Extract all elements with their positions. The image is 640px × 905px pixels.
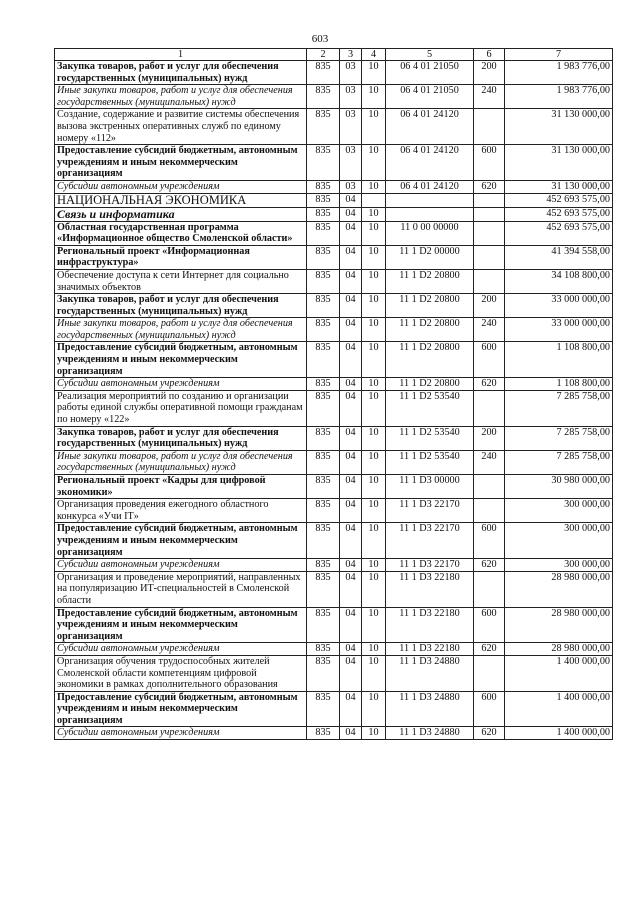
row-amount: 1 983 776,00	[505, 61, 613, 85]
row-target-article: 11 1 D2 00000	[386, 245, 474, 269]
row-subsection-code: 10	[362, 109, 386, 145]
row-amount: 28 980 000,00	[505, 571, 613, 607]
row-section-code: 03	[340, 145, 362, 181]
row-target-article: 11 1 D3 22180	[386, 571, 474, 607]
row-section-code: 03	[340, 85, 362, 109]
row-name: Предоставление субсидий бюджетным, автономным учреждениям и иным некоммерческим организациям	[55, 342, 307, 378]
row-subsection-code: 10	[362, 643, 386, 656]
budget-table	[54, 48, 613, 740]
row-section-code: 04	[340, 655, 362, 691]
header-col-7: 7	[505, 49, 613, 61]
row-name: Иные закупки товаров, работ и услуг для обеспечения государственных (муниципальных) нужд	[55, 450, 307, 474]
table-row	[55, 85, 613, 109]
row-name: Обеспечение доступа к сети Интернет для социально значимых объектов	[55, 269, 307, 293]
row-expense-type	[474, 655, 505, 691]
row-ministry-code: 835	[307, 61, 340, 85]
row-amount: 1 400 000,00	[505, 655, 613, 691]
row-expense-type: 200	[474, 426, 505, 450]
row-target-article: 11 1 D2 53540	[386, 390, 474, 426]
table-row	[55, 221, 613, 245]
row-expense-type	[474, 499, 505, 523]
row-amount: 452 693 575,00	[505, 193, 613, 207]
row-section-code: 04	[340, 475, 362, 499]
table-row	[55, 499, 613, 523]
row-target-article: 11 1 D3 24880	[386, 655, 474, 691]
table-row	[55, 294, 613, 318]
row-amount: 31 130 000,00	[505, 145, 613, 181]
row-expense-type: 200	[474, 294, 505, 318]
row-subsection-code: 10	[362, 475, 386, 499]
row-ministry-code: 835	[307, 85, 340, 109]
row-ministry-code: 835	[307, 180, 340, 193]
header-col-5: 5	[386, 49, 474, 61]
row-expense-type: 240	[474, 318, 505, 342]
row-section-code: 03	[340, 180, 362, 193]
row-name: Организация проведения ежегодного областного конкурса «Учи IT»	[55, 499, 307, 523]
row-ministry-code: 835	[307, 378, 340, 391]
row-name: Предоставление субсидий бюджетным, автономным учреждениям и иным некоммерческим организациям	[55, 691, 307, 727]
row-subsection-code: 10	[362, 85, 386, 109]
row-section-code: 04	[340, 523, 362, 559]
row-ministry-code: 835	[307, 342, 340, 378]
row-expense-type	[474, 475, 505, 499]
row-section-code: 04	[340, 450, 362, 474]
row-expense-type: 200	[474, 61, 505, 85]
row-amount: 7 285 758,00	[505, 390, 613, 426]
row-section-code: 04	[340, 245, 362, 269]
row-name: Областная государственная программа «Информационное общество Смоленской области»	[55, 221, 307, 245]
row-subsection-code: 10	[362, 655, 386, 691]
table-row	[55, 207, 613, 221]
row-expense-type: 620	[474, 180, 505, 193]
table-row	[55, 390, 613, 426]
row-section-code: 04	[340, 221, 362, 245]
row-section-code: 04	[340, 294, 362, 318]
row-amount: 33 000 000,00	[505, 294, 613, 318]
row-ministry-code: 835	[307, 109, 340, 145]
row-name: Связь и информатика	[55, 207, 307, 221]
row-expense-type: 620	[474, 378, 505, 391]
row-target-article: 11 1 D3 22170	[386, 523, 474, 559]
row-expense-type: 240	[474, 450, 505, 474]
row-ministry-code: 835	[307, 207, 340, 221]
header-col-6: 6	[474, 49, 505, 61]
row-target-article	[386, 193, 474, 207]
table-row	[55, 607, 613, 643]
row-subsection-code: 10	[362, 61, 386, 85]
row-target-article: 11 1 D2 53540	[386, 450, 474, 474]
row-ministry-code: 835	[307, 318, 340, 342]
row-name: Субсидии автономным учреждениям	[55, 378, 307, 391]
row-ministry-code: 835	[307, 426, 340, 450]
row-subsection-code: 10	[362, 390, 386, 426]
table-row	[55, 193, 613, 207]
row-amount: 1 400 000,00	[505, 727, 613, 740]
row-target-article	[386, 207, 474, 221]
row-section-code: 04	[340, 318, 362, 342]
row-target-article: 06 4 01 21050	[386, 61, 474, 85]
row-section-code: 04	[340, 499, 362, 523]
row-ministry-code: 835	[307, 499, 340, 523]
row-expense-type	[474, 193, 505, 207]
row-expense-type	[474, 221, 505, 245]
row-amount: 1 108 800,00	[505, 342, 613, 378]
row-ministry-code: 835	[307, 221, 340, 245]
row-section-code: 04	[340, 390, 362, 426]
row-ministry-code: 835	[307, 475, 340, 499]
row-target-article: 11 1 D3 22170	[386, 559, 474, 572]
row-section-code: 04	[340, 269, 362, 293]
row-expense-type: 620	[474, 559, 505, 572]
row-target-article: 11 1 D3 24880	[386, 691, 474, 727]
row-subsection-code: 10	[362, 342, 386, 378]
table-body	[55, 61, 613, 740]
row-expense-type	[474, 207, 505, 221]
row-target-article: 11 1 D2 20800	[386, 318, 474, 342]
row-subsection-code: 10	[362, 559, 386, 572]
row-target-article: 06 4 01 21050	[386, 85, 474, 109]
row-section-code: 03	[340, 109, 362, 145]
row-target-article: 11 1 D2 20800	[386, 294, 474, 318]
header-row	[55, 49, 613, 61]
row-target-article: 11 1 D2 20800	[386, 269, 474, 293]
row-target-article: 06 4 01 24120	[386, 180, 474, 193]
row-section-code: 04	[340, 727, 362, 740]
table-row	[55, 691, 613, 727]
row-subsection-code: 10	[362, 207, 386, 221]
table-row	[55, 61, 613, 85]
row-amount: 34 108 800,00	[505, 269, 613, 293]
row-expense-type	[474, 390, 505, 426]
row-name: Реализация мероприятий по созданию и организации работы единой службы оперативной помощи гражданам по номеру «122»	[55, 390, 307, 426]
header-col-4: 4	[362, 49, 386, 61]
row-subsection-code: 10	[362, 221, 386, 245]
row-name: Субсидии автономным учреждениям	[55, 559, 307, 572]
row-expense-type	[474, 269, 505, 293]
row-target-article: 11 1 D3 22180	[386, 607, 474, 643]
table-row	[55, 245, 613, 269]
table-row	[55, 180, 613, 193]
table-row	[55, 378, 613, 391]
table-row	[55, 571, 613, 607]
row-target-article: 11 1 D3 22170	[386, 499, 474, 523]
row-name: Предоставление субсидий бюджетным, автономным учреждениям и иным некоммерческим организациям	[55, 145, 307, 181]
row-ministry-code: 835	[307, 643, 340, 656]
table-row	[55, 145, 613, 181]
row-section-code: 04	[340, 207, 362, 221]
row-subsection-code: 10	[362, 691, 386, 727]
row-section-code: 04	[340, 643, 362, 656]
row-ministry-code: 835	[307, 559, 340, 572]
row-target-article: 11 1 D2 20800	[386, 342, 474, 378]
row-subsection-code	[362, 193, 386, 207]
row-name: Предоставление субсидий бюджетным, автономным учреждениям и иным некоммерческим организациям	[55, 607, 307, 643]
row-name: Субсидии автономным учреждениям	[55, 727, 307, 740]
row-section-code: 04	[340, 193, 362, 207]
row-expense-type: 240	[474, 85, 505, 109]
row-subsection-code: 10	[362, 269, 386, 293]
row-ministry-code: 835	[307, 245, 340, 269]
row-target-article: 11 1 D3 22180	[386, 643, 474, 656]
row-name: НАЦИОНАЛЬНАЯ ЭКОНОМИКА	[55, 193, 307, 207]
row-name: Предоставление субсидий бюджетным, автономным учреждениям и иным некоммерческим организациям	[55, 523, 307, 559]
page-number: 603	[311, 33, 329, 45]
row-amount: 300 000,00	[505, 499, 613, 523]
row-subsection-code: 10	[362, 145, 386, 181]
row-subsection-code: 10	[362, 499, 386, 523]
row-amount: 31 130 000,00	[505, 109, 613, 145]
row-expense-type: 600	[474, 607, 505, 643]
table-row	[55, 109, 613, 145]
row-ministry-code: 835	[307, 193, 340, 207]
row-name: Организация и проведение мероприятий, направленных на популяризацию ИТ-специальностей в Смоленской области	[55, 571, 307, 607]
table-row	[55, 643, 613, 656]
table-row	[55, 655, 613, 691]
row-ministry-code: 835	[307, 145, 340, 181]
row-expense-type: 600	[474, 691, 505, 727]
row-expense-type: 600	[474, 523, 505, 559]
table-row	[55, 426, 613, 450]
row-ministry-code: 835	[307, 390, 340, 426]
table-row	[55, 727, 613, 740]
row-ministry-code: 835	[307, 269, 340, 293]
row-expense-type: 620	[474, 727, 505, 740]
row-name: Организация обучения трудоспособных жителей Смоленской области компетенциям цифровой экономики в рамках дополнительного образования	[55, 655, 307, 691]
row-subsection-code: 10	[362, 426, 386, 450]
row-name: Создание, содержание и развитие системы обеспечения вызова экстренных оперативных служб по единому номеру «112»	[55, 109, 307, 145]
row-amount: 7 285 758,00	[505, 426, 613, 450]
row-expense-type	[474, 245, 505, 269]
row-amount: 30 980 000,00	[505, 475, 613, 499]
row-target-article: 11 1 D3 00000	[386, 475, 474, 499]
table-row	[55, 269, 613, 293]
row-name: Субсидии автономным учреждениям	[55, 180, 307, 193]
row-ministry-code: 835	[307, 655, 340, 691]
row-amount: 300 000,00	[505, 523, 613, 559]
header-col-1: 1	[55, 49, 307, 61]
row-expense-type	[474, 109, 505, 145]
header-col-3: 3	[340, 49, 362, 61]
row-subsection-code: 10	[362, 245, 386, 269]
row-subsection-code: 10	[362, 318, 386, 342]
row-section-code: 04	[340, 571, 362, 607]
row-name: Закупка товаров, работ и услуг для обеспечения государственных (муниципальных) нужд	[55, 426, 307, 450]
row-section-code: 04	[340, 691, 362, 727]
row-ministry-code: 835	[307, 727, 340, 740]
row-subsection-code: 10	[362, 607, 386, 643]
row-name: Иные закупки товаров, работ и услуг для обеспечения государственных (муниципальных) нужд	[55, 85, 307, 109]
row-section-code: 04	[340, 426, 362, 450]
row-target-article: 11 1 D2 53540	[386, 426, 474, 450]
row-amount: 452 693 575,00	[505, 221, 613, 245]
row-subsection-code: 10	[362, 727, 386, 740]
row-amount: 1 108 800,00	[505, 378, 613, 391]
row-expense-type: 620	[474, 643, 505, 656]
row-section-code: 04	[340, 559, 362, 572]
row-target-article: 11 0 00 00000	[386, 221, 474, 245]
row-name: Субсидии автономным учреждениям	[55, 643, 307, 656]
row-name: Иные закупки товаров, работ и услуг для обеспечения государственных (муниципальных) нужд	[55, 318, 307, 342]
table-row	[55, 342, 613, 378]
row-name: Региональный проект «Кадры для цифровой экономики»	[55, 475, 307, 499]
row-amount: 1 983 776,00	[505, 85, 613, 109]
row-subsection-code: 10	[362, 378, 386, 391]
row-name: Закупка товаров, работ и услуг для обеспечения государственных (муниципальных) нужд	[55, 61, 307, 85]
row-amount: 1 400 000,00	[505, 691, 613, 727]
row-amount: 28 980 000,00	[505, 607, 613, 643]
row-subsection-code: 10	[362, 294, 386, 318]
row-subsection-code: 10	[362, 571, 386, 607]
table-row	[55, 559, 613, 572]
row-amount: 28 980 000,00	[505, 643, 613, 656]
row-subsection-code: 10	[362, 523, 386, 559]
row-section-code: 04	[340, 607, 362, 643]
row-section-code: 03	[340, 61, 362, 85]
header-col-2: 2	[307, 49, 340, 61]
row-ministry-code: 835	[307, 294, 340, 318]
row-name: Закупка товаров, работ и услуг для обеспечения государственных (муниципальных) нужд	[55, 294, 307, 318]
row-ministry-code: 835	[307, 523, 340, 559]
row-amount: 41 394 558,00	[505, 245, 613, 269]
row-amount: 33 000 000,00	[505, 318, 613, 342]
table-row	[55, 450, 613, 474]
row-ministry-code: 835	[307, 571, 340, 607]
row-target-article: 06 4 01 24120	[386, 109, 474, 145]
row-amount: 31 130 000,00	[505, 180, 613, 193]
row-amount: 452 693 575,00	[505, 207, 613, 221]
row-section-code: 04	[340, 378, 362, 391]
table-row	[55, 318, 613, 342]
row-subsection-code: 10	[362, 450, 386, 474]
row-subsection-code: 10	[362, 180, 386, 193]
row-ministry-code: 835	[307, 607, 340, 643]
row-target-article: 11 1 D3 24880	[386, 727, 474, 740]
table-row	[55, 475, 613, 499]
row-section-code: 04	[340, 342, 362, 378]
row-expense-type	[474, 571, 505, 607]
row-ministry-code: 835	[307, 450, 340, 474]
row-target-article: 11 1 D2 20800	[386, 378, 474, 391]
row-name: Региональный проект «Информационная инфраструктура»	[55, 245, 307, 269]
row-amount: 7 285 758,00	[505, 450, 613, 474]
row-expense-type: 600	[474, 342, 505, 378]
table-row	[55, 523, 613, 559]
row-target-article: 06 4 01 24120	[386, 145, 474, 181]
row-amount: 300 000,00	[505, 559, 613, 572]
row-expense-type: 600	[474, 145, 505, 181]
row-ministry-code: 835	[307, 691, 340, 727]
